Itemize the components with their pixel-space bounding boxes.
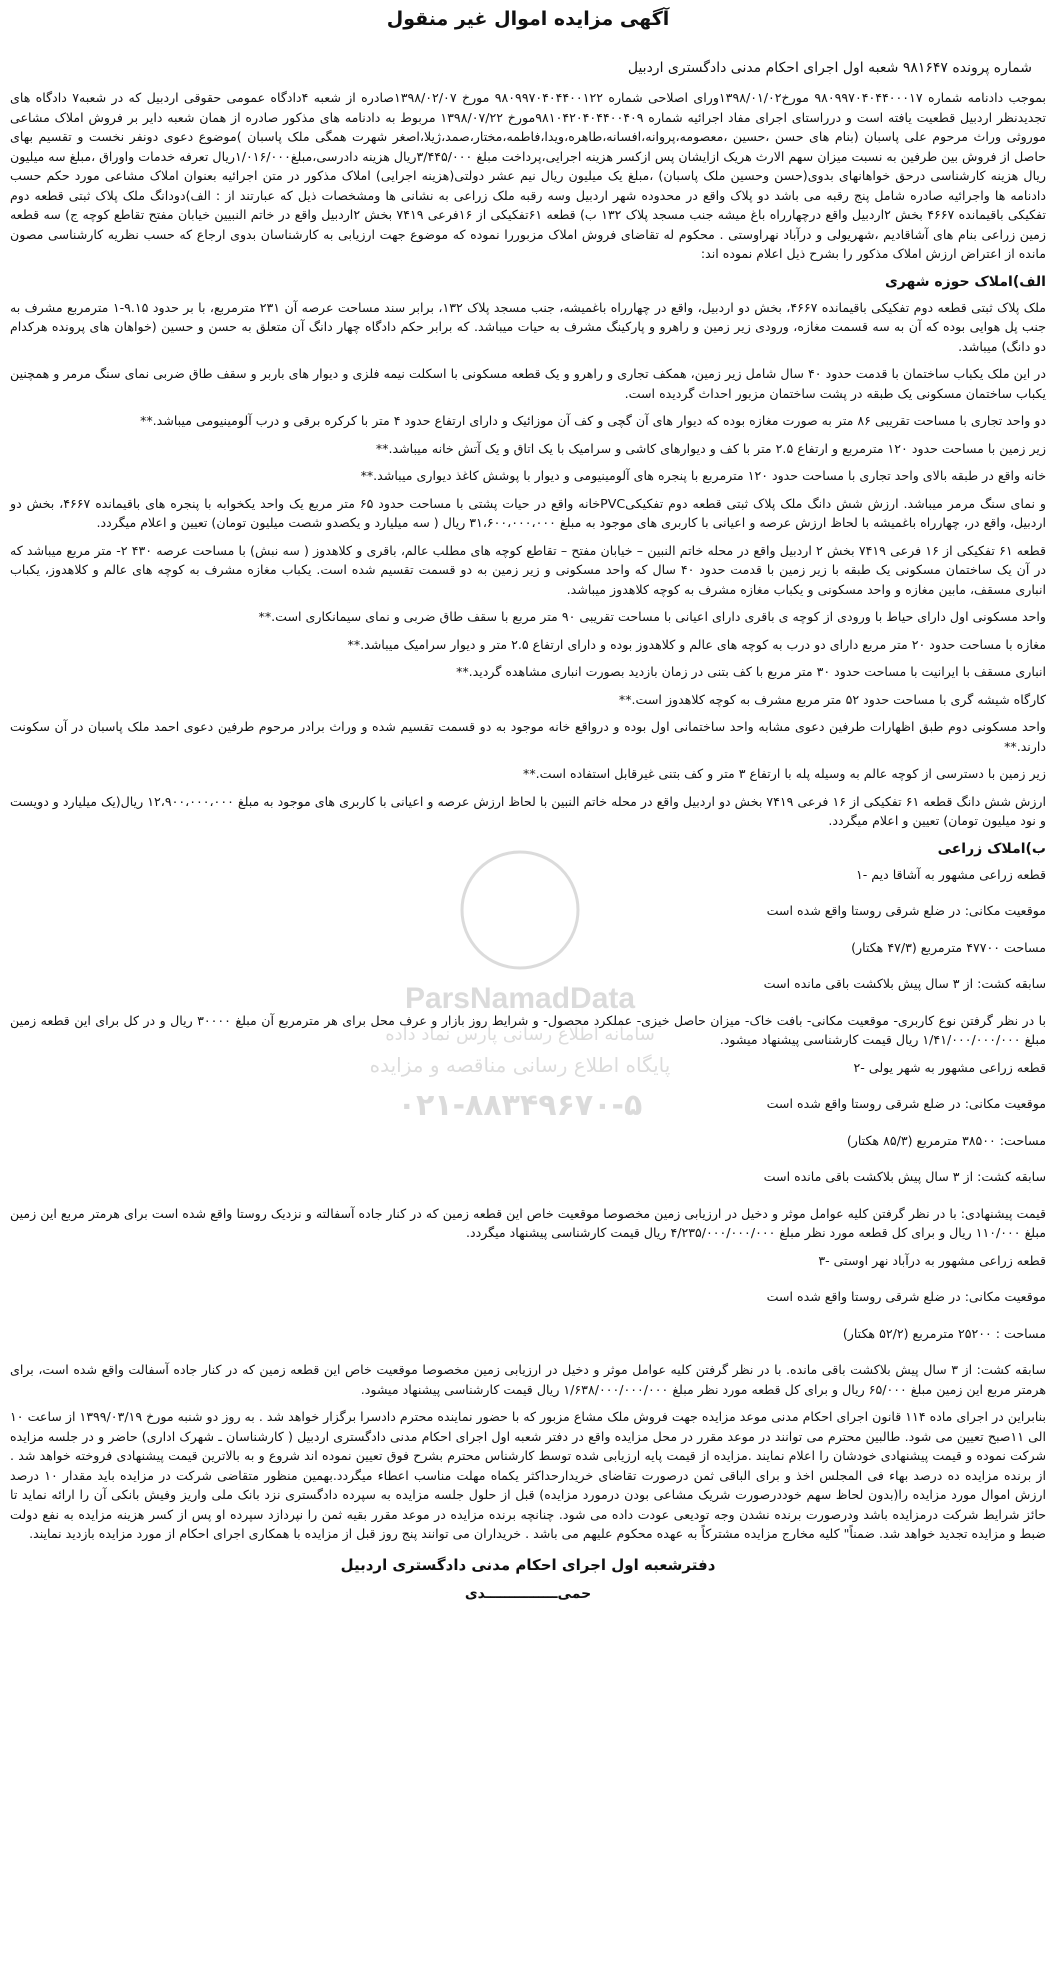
issuer-office: دفترشعبه اول اجرای احکام مدنی دادگستری اردبیل	[340, 1555, 716, 1574]
urban-paragraph: قطعه ۶۱ تفکیکی از ۱۶ فرعی ۷۴۱۹ بخش ۲ اردبیل واقع در محله خاتم النبین – خیابان مفتح – تقاطع کوچه های مطلب عالم، باقری و کلاهدوز ( سه نبش) با مساحت عرصه ۴۳۰ ۲- متر مربع میباشد که در آن یک ساختمان مسکونی یک طبقه با زیر زمین با قدمت حدود ۴۰ سال که واحد مسکونی و زیر زمین به دو قسمت تقسیم شده است. یکباب مغازه مشرف به کوچه های عالم و کلاهدوز، یکباب انباری مسقف، مابین مغازه و واحد مسکونی و یکباب مغازه مشرف به کوچه کلاهدوز میباشد.	[10, 542, 1047, 597]
farm-value-paragraph: سابقه کشت: از ۳ سال پیش بلاکشت باقی مانده. با در نظر گرفتن کلیه عوامل موثر و دخیل در ارزیابی زمین مخصوصا موقعیت خاص این قطعه زمین که در کنار جاده آسفالت واقع شده است، برای هرمتر مربع این زمین مبلغ ۶۵/۰۰۰ ریال و برای کل قطعه مورد نظر مبلغ ۱/۶۳۸/۰۰۰/۰۰۰/۰۰۰ ریال قیمت کارشناسی پیشنهاد میشود.	[10, 1362, 1046, 1397]
urban-paragraph: مغازه با مساحت حدود ۲۰ متر مربع دارای دو درب به کوچه های عالم و کلاهدوز بوده و دارای ارتفاع ۲.۵ متر و دیوار سرامیک میباشد.**	[347, 636, 1046, 652]
watermark-line2: پایگاه اطلاع رسانی مناقصه و مزایده	[369, 1053, 671, 1077]
farm-line: موقعیت مکانی: در ضلع شرقی روستا واقع شده است	[766, 1096, 1046, 1111]
farm-line: موقعیت مکانی: در ضلع شرقی روستا واقع شده است	[766, 903, 1046, 918]
urban-paragraph: خانه واقع در طبقه بالای واحد تجاری با مساحت حدود ۱۲۰ مترمربع با پنجره های آلومینیومی و دیوار با پوشش کاغذ دیواری میباشد.**	[360, 468, 1046, 483]
farm-line: سابقه کشت: از ۳ سال پیش بلاکشت باقی مانده است	[763, 976, 1046, 991]
urban-paragraph: زیر زمین با دسترسی از کوچه عالم به وسیله پله با ارتفاع ۳ متر و کف بتنی غیرقابل استفاده است.**	[523, 766, 1046, 781]
urban-paragraph: ملک پلاک ثبتی قطعه دوم تفکیکی باقیمانده ۴۶۶۷، بخش دو اردبیل، واقع در چهارراه باغمیشه، جنب مسجد پلاک ۱۳۲، برابر سند مساحت عرصه آن ۲۳۱ مترمربع، با بر حدود ۹.۱۵-۱ مترمربع مشرف به جنب پل هوایی بوده که آن به سه قسمت مغازه، ورودی زیر زمین و راهرو و پارکینگ مشرف به حیات میباشد. که برابر حکم دادگاه چهار دانگ آن متعلق به حسن و حسین (خواهان های پرونده هرکدام دو دانگ) میباشد.	[10, 299, 1046, 354]
farm-line: مساحت : ۲۵۲۰۰ مترمربع (۵۲/۲ هکتار)	[842, 1325, 1046, 1341]
farm-value-paragraph: قیمت پیشنهادی: با در نظر گرفتن کلیه عوامل موثر و دخیل در ارزیابی زمین مخصوصا موقعیت خاص این قطعه زمین که در کنار جاده آسفالته و نزدیک روستا واقع شده است برای هرمتر مربع این زمین مبلغ ۱۱۰/۰۰۰ ریال و برای کل قطعه مورد نظر مبلغ ۴/۲۳۵/۰۰۰/۰۰۰/۰۰۰ ریال قیمت کارشناسی پیشنهاد میگردد.	[10, 1205, 1046, 1240]
urban-paragraph: در این ملک یکباب ساختمان با قدمت حدود ۴۰ سال شامل زیر زمین، همکف تجاری و راهرو و یک قطعه مسکونی با اسکلت نیمه فلزی و دیوار های باربر و سقف طاق ضربی نمای سنگ مرمر و همچنین یکباب ساختمان مسکونی یک طبقه در پشت ساختمان مزبور احداث گردیده است.	[10, 366, 1046, 401]
farm-line: قطعه زراعی مشهور به درآباد نهر اوستی -۳	[818, 1252, 1046, 1268]
auction-terms-paragraph: بنابراین در اجرای ماده ۱۱۴ قانون اجرای احکام مدنی موعد مزایده جهت فروش ملک مشاع مزبور که با حضور نماینده محترم دادسرا برگزار خواهد شد . به روز دو شنبه مورخ ۱۳۹۹/۰۳/۱۹ از ساعت ۱۰ الی ۱۱صبح تعیین می شود. طالبین محترم می توانند در موعد مقرر در محل مزایده واقع در دفتر شعبه اول اجرای احکام مدنی دادگستری اردبیل ( کارشناسان ـ شهرک اداری) حاضر و در جلسه مزایده شرکت نموده و قیمت پیشنهادی خودشان را اعلام نمایند .مزایده از قیمت پایه ارزیابی شده توسط کارشناس محترم بشرح فوق تعیین نموده اند شروع و به بالاترین قیمت پیشنهادی فروخته خواهد شد . از برنده مزایده ده درصد بهاء فی المجلس اخذ و برای الباقی ثمن درصورت تقاضای خریدارحداکثر یکماه مهلت مناسب اعطاء میگردد.بهمین منظور متقاضی شرکت در مزایده باید مقدار ۱۰ درصد ارزش اموال مورد مزایده را(بدون لحاظ سهم خوددرصورت شریک مشاعی بودن درمورد مزایده) قبل از حلول جلسه مزایده به سپرده دادگستری نزد بانک ملی واریز وفیش بانکی آن را ارائه نماید تا حائز شرایط شرکت درمزایده باشد ودرصورت برنده نشدن وجه تودیعی عودت داده می شود. چنانچه برنده مزایده در موعد مقرر بقیه ثمن را نپردازد سپرده او پس از کسر هزینه مزایده به نفع دولت ضبط و مزایده تجدید خواهد شد. ضمناً" کلیه مخارج مزایده مشترکاً به عهده محکوم علیهم می باشد . خریداران می توانند پنج روز قبل از مزایده با همکاری اجرای احکام از مورد مزایده بازدید نمایند.	[10, 1409, 1046, 1541]
section-farm-heading: ب)املاک زراعی	[937, 840, 1046, 857]
intro-paragraph: بموجب دادنامه شماره ۹۸۰۹۹۷۰۴۰۴۴۰۰۰۱۷ مورخ۱۳۹۸/۰۱/۰۲ورای اصلاحی شماره ۹۸۰۹۹۷۰۴۰۴۴۰۰۱۲۲ مورخ ۱۳۹۸/۰۲/۰۷صادره از شعبه ۴دادگاه عمومی حقوقی اردبیل که در شعبه۷ دادگاه های تجدیدنظر اردبیل قطعیت یافته است و درراستای اجرای مفاد اجرائیه شماره ۹۸۱۰۴۲۰۴۰۴۴۰۰۴۰۹مورخ ۱۳۹۸/۰۷/۲۲ مربوط به دادنامه های مذکور صادره از همان شعبه دایر بر فروش املاک مشاعی موروثی وراث مرحوم علی پاسبان (بنام های حسن ،حسین ،معصومه،پروانه،افسانه،طاهره،ویدا،فاطمه،مختار،صمد،ژیلا،اصغر شهرت همگی ملک پاسبان )موضوع دعوی دونفر نخست و تقسیم بهای حاصل از فروش بین طرفین به نسبت میزان سهم الارث هریک ازایشان پس ازکسر هزینه اجرایی،پرداخت مبلغ ۳/۴۴۵/۰۰۰ریال هزینه دادرسی،مبلغ۱/۰۱۶/۰۰۰ریال تعرفه خدمات واوراق ،مبلغ سه میلیون ریال هزینه کارشناسی درحق خواهانهای بدوی(حسن وحسین ملک پاسبان) ،مبلغ یک میلیون ریال نیم عشر دولتی(هزینه اجرایی) املاک مذکور در متن اجرائیه بعنوان املاک مشاعی مورد حکم حسب دادنامه ها واجرائیه صادره شامل پنج رقبه می باشد دو پلاک واقع در محدوده شهر اردبیل وسه رقبه ملک زراعی به نشانی ها ومشخصات ذیل که عبارتند از : الف)دودانگ ملک پلاک ثبتی قطعه دوم تفکیکی باقیمانده ۴۶۶۷ بخش ۲اردبیل واقع درچهارراه باغ میشه جنب مسجد پلاک ۱۳۲ ب) قطعه ۶۱تفکیکی از ۱۶فرعی ۷۴۱۹ بخش ۲اردبیل واقع در خاتم النبیین خیابان مفتح تقاطع کوچه ج) سه قطعه زمین زراعی بنام های آشاقادیم ،شهریولی و درآباد نهراوستی . محکوم له تقاضای فروش املاک مزبوررا نموده که موضوع جهت ارزیابی به کارشناسان بدوی ارجاع که حسب نظریه کارشناسی مصون مانده از اعتراض ارزش املاک مذکور را بشرح ذیل اعلام نموده اند:	[10, 90, 1047, 261]
urban-paragraph: زیر زمین با مساحت حدود ۱۲۰ مترمربع و ارتفاع ۲.۵ متر با کف و دیوارهای کاشی و سرامیک با یک اتاق و یک آتش خانه میباشد.**	[375, 440, 1046, 456]
watermark-phone: ۰۲۱-۸۸۳۴۹۶۷۰-۵	[397, 1088, 643, 1123]
notice-page	[10, 0, 1046, 1972]
farm-line: سابقه کشت: از ۳ سال پیش بلاکشت باقی مانده است	[763, 1169, 1046, 1184]
farm-line: مساحت ۴۷۷۰۰ مترمربع (۴۷/۳ هکتار)	[851, 939, 1046, 955]
urban-paragraph: و نمای سنگ مرمر میباشد. ارزش شش دانگ ملک پلاک ثبتی قطعه دوم تفکیکیPVCخانه واقع در حیات پشتی با مساحت حدود ۶۵ متر مربع یک واحد یکخوابه با پنجره های باقیمانده ۴۶۶۷، بخش دو اردبیل، واقع در، چهارراه باغمیشه با لحاظ ارزش عرصه و اعیانی با کاربری های موجود به مبلغ ۳۱،۶۰۰،۰۰۰،۰۰۰ ریال ( سه میلیارد و یکصدو شصت میلیون تومان) تعیین و اعلام میگردد.	[10, 495, 1047, 530]
farm-line: موقعیت مکانی: در ضلع شرقی روستا واقع شده است	[766, 1289, 1046, 1304]
case-number-line: شماره پرونده ۹۸۱۶۴۷ شعبه اول اجرای احکام مدنی دادگستری اردبیل	[627, 60, 1032, 76]
urban-paragraph: واحد مسکونی دوم طبق اظهارات طرفین دعوی مشابه واحد ساختمانی اول بوده و درواقع خانه موجود به دو قسمت تقسیم شده و وراث برادر مرحوم طرفین دعوی احمد ملک پاسبان در آن سکونت دارند.**	[10, 719, 1046, 754]
page-title: آگهی مزایده اموال غیر منقول	[386, 8, 670, 30]
urban-paragraph: انباری مسقف با ایرانیت با مساحت حدود ۳۰ متر مربع با کف بتنی در زمان بازدید بصورت انباری مشاهده گردید.**	[456, 664, 1046, 679]
urban-paragraph: ارزش شش دانگ قطعه ۶۱ تفکیکی از ۱۶ فرعی ۷۴۱۹ بخش دو اردبیل واقع در محله خاتم النبین با لحاظ ارزش عرصه و اعیانی با کاربری های موجود به مبلغ ۱۲،۹۰۰،۰۰۰،۰۰۰ ریال(یک میلیارد و دویست و نود میلیون تومان) تعیین و اعلام میگردد.	[10, 793, 1046, 828]
section-urban-heading: الف)املاک حوزه شهری	[884, 273, 1046, 290]
farm-line: قطعه زراعی مشهور به شهر یولی -۲	[853, 1059, 1046, 1075]
signature: حمی‌ـــــــــــــــدی	[464, 1585, 592, 1602]
farm-value-paragraph: با در نظر گرفتن نوع کاربری- موقعیت مکانی- بافت خاک- میزان حاصل خیزی- عملکرد محصول- و شرایط روز بازار و عرف محل برای هر مترمربع آن مبلغ ۳۰۰۰۰ ریال و در کل برای این قطعه زمین مبلغ ۱/۴۱/۰۰۰/۰۰۰/۰۰۰ ریال قیمت کارشناسی پیشنهاد میشود.	[10, 1012, 1046, 1047]
farm-line: قطعه زراعی مشهور به آشاقا دیم -۱	[855, 866, 1046, 882]
watermark-line1: سامانه اطلاع رسانی پارس نماد داده	[385, 1024, 655, 1045]
urban-paragraph: واحد مسکونی اول دارای حیاط با ورودی از کوچه ی باقری دارای اعیانی با مساحت تقریبی ۹۰ متر مربع با سقف طاق ضربی و نمای سیمانکاری است.**	[258, 609, 1046, 624]
urban-paragraph: کارگاه شیشه گری با مساحت حدود ۵۲ متر مربع مشرف به کوچه کلاهدوز است.**	[618, 691, 1046, 707]
farm-line: مساحت: ۳۸۵۰۰ مترمربع (۸۵/۳ هکتار)	[846, 1132, 1046, 1148]
watermark-brand: ParsNamadData	[404, 982, 636, 1015]
urban-paragraph: دو واحد تجاری با مساحت تقریبی ۸۶ متر به صورت مغازه بوده که دیوار های آن گچی و کف آن موزائیک و دارای ارتفاع حدود ۴ متر با کرکره برقی و درب آلومینیومی میباشد.**	[140, 413, 1046, 428]
